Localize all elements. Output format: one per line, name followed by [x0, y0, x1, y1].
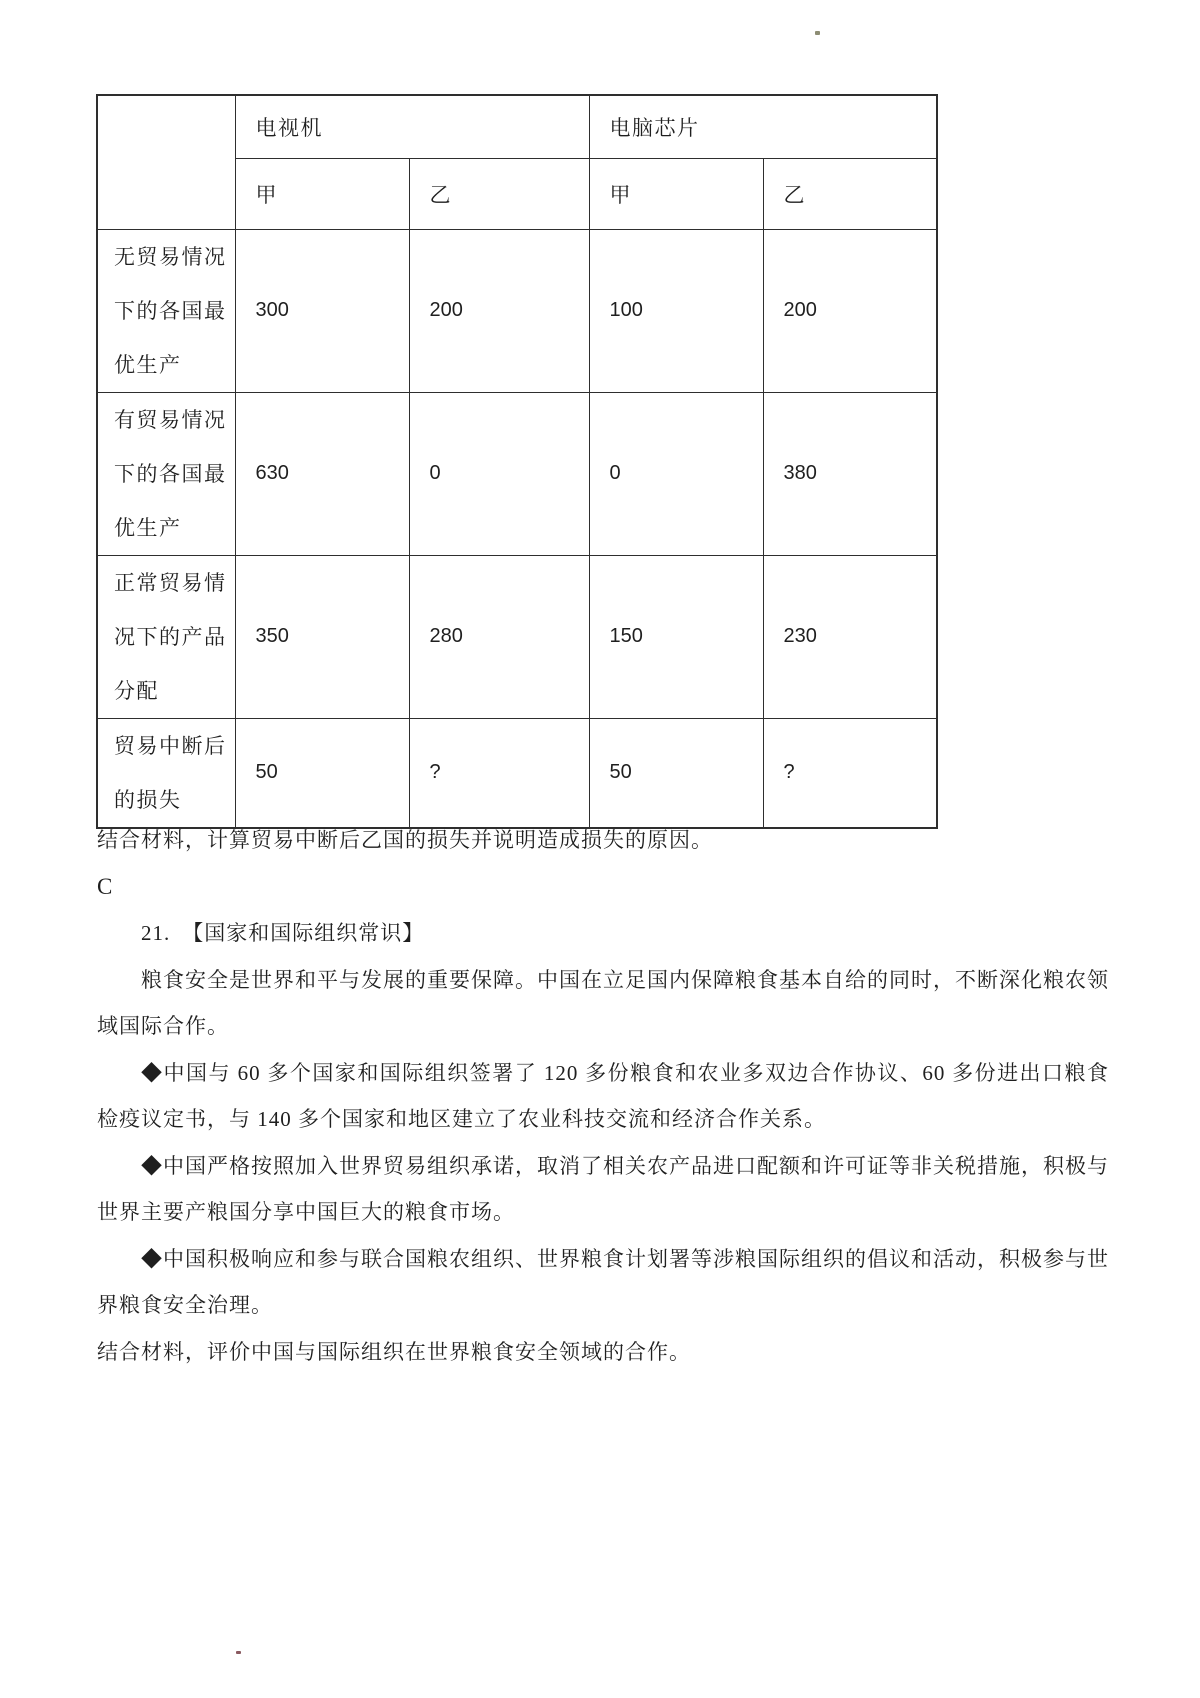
question-21-bullet-1: ◆中国与 60 多个国家和国际组织签署了 120 多份粮食和农业多双边合作协议、60 多份进出口粮食检疫议定书，与 140 多个国家和地区建立了农业科技交流和经济合作关系。: [97, 1060, 1109, 1131]
body-text-column: [97, 817, 1109, 1375]
cell-value: ?: [409, 718, 589, 828]
trade-production-table: [96, 94, 938, 829]
column-group-chip: 电脑芯片: [589, 95, 937, 158]
cell-value: 0: [589, 392, 763, 555]
section-label-c: C: [97, 873, 113, 899]
cell-value: ?: [763, 718, 937, 828]
table-corner-cell: [97, 95, 235, 229]
question-20-prompt: 结合材料，计算贸易中断后乙国的损失并说明造成损失的原因。: [97, 828, 713, 852]
cell-value: 50: [589, 718, 763, 828]
cell-value: 630: [235, 392, 409, 555]
cell-value: 380: [763, 392, 937, 555]
row-label-trade-interruption-loss: 贸易中断后的损失: [97, 718, 235, 828]
question-21-bullet-3: ◆中国积极响应和参与联合国粮农组织、世界粮食计划署等涉粮国际组织的倡议和活动，积极参与世界粮食安全治理。: [97, 1246, 1109, 1317]
table-row: [97, 392, 937, 555]
cell-value: 150: [589, 555, 763, 718]
row-label-no-trade: 无贸易情况下的各国最优生产: [97, 229, 235, 392]
cell-value: 50: [235, 718, 409, 828]
subheader-tv-yi: 乙: [409, 158, 589, 229]
question-21-number: 21.: [141, 921, 171, 945]
question-21-intro: 粮食安全是世界和平与发展的重要保障。中国在立足国内保障粮食基本自给的同时，不断深化粮农领域国际合作。: [97, 967, 1109, 1038]
cell-value: 200: [409, 229, 589, 392]
subheader-tv-jia: 甲: [235, 158, 409, 229]
row-label-with-trade: 有贸易情况下的各国最优生产: [97, 392, 235, 555]
cell-value: 0: [409, 392, 589, 555]
cell-value: 300: [235, 229, 409, 392]
question-21-prompt: 结合材料，评价中国与国际组织在世界粮食安全领域的合作。: [97, 1339, 691, 1364]
scan-speck: [815, 31, 820, 35]
cell-value: 200: [763, 229, 937, 392]
cell-value: 280: [409, 555, 589, 718]
cell-value: 230: [763, 555, 937, 718]
question-21-title: 【国家和国际组织常识】: [182, 921, 425, 945]
question-21-bullet-2: ◆中国严格按照加入世界贸易组织承诺，取消了相关农产品进口配额和许可证等非关税措施，积极与世界主要产粮国分享中国巨大的粮食市场。: [97, 1153, 1109, 1224]
table-row: [97, 718, 937, 828]
column-group-tv: 电视机: [235, 95, 589, 158]
cell-value: 100: [589, 229, 763, 392]
scan-speck: [236, 1651, 241, 1654]
table-row: [97, 229, 937, 392]
row-label-normal-trade-distribution: 正常贸易情况下的产品分配: [97, 555, 235, 718]
subheader-chip-jia: 甲: [589, 158, 763, 229]
question-21-heading: [97, 910, 1109, 957]
subheader-chip-yi: 乙: [763, 158, 937, 229]
table-row: [97, 555, 937, 718]
cell-value: 350: [235, 555, 409, 718]
